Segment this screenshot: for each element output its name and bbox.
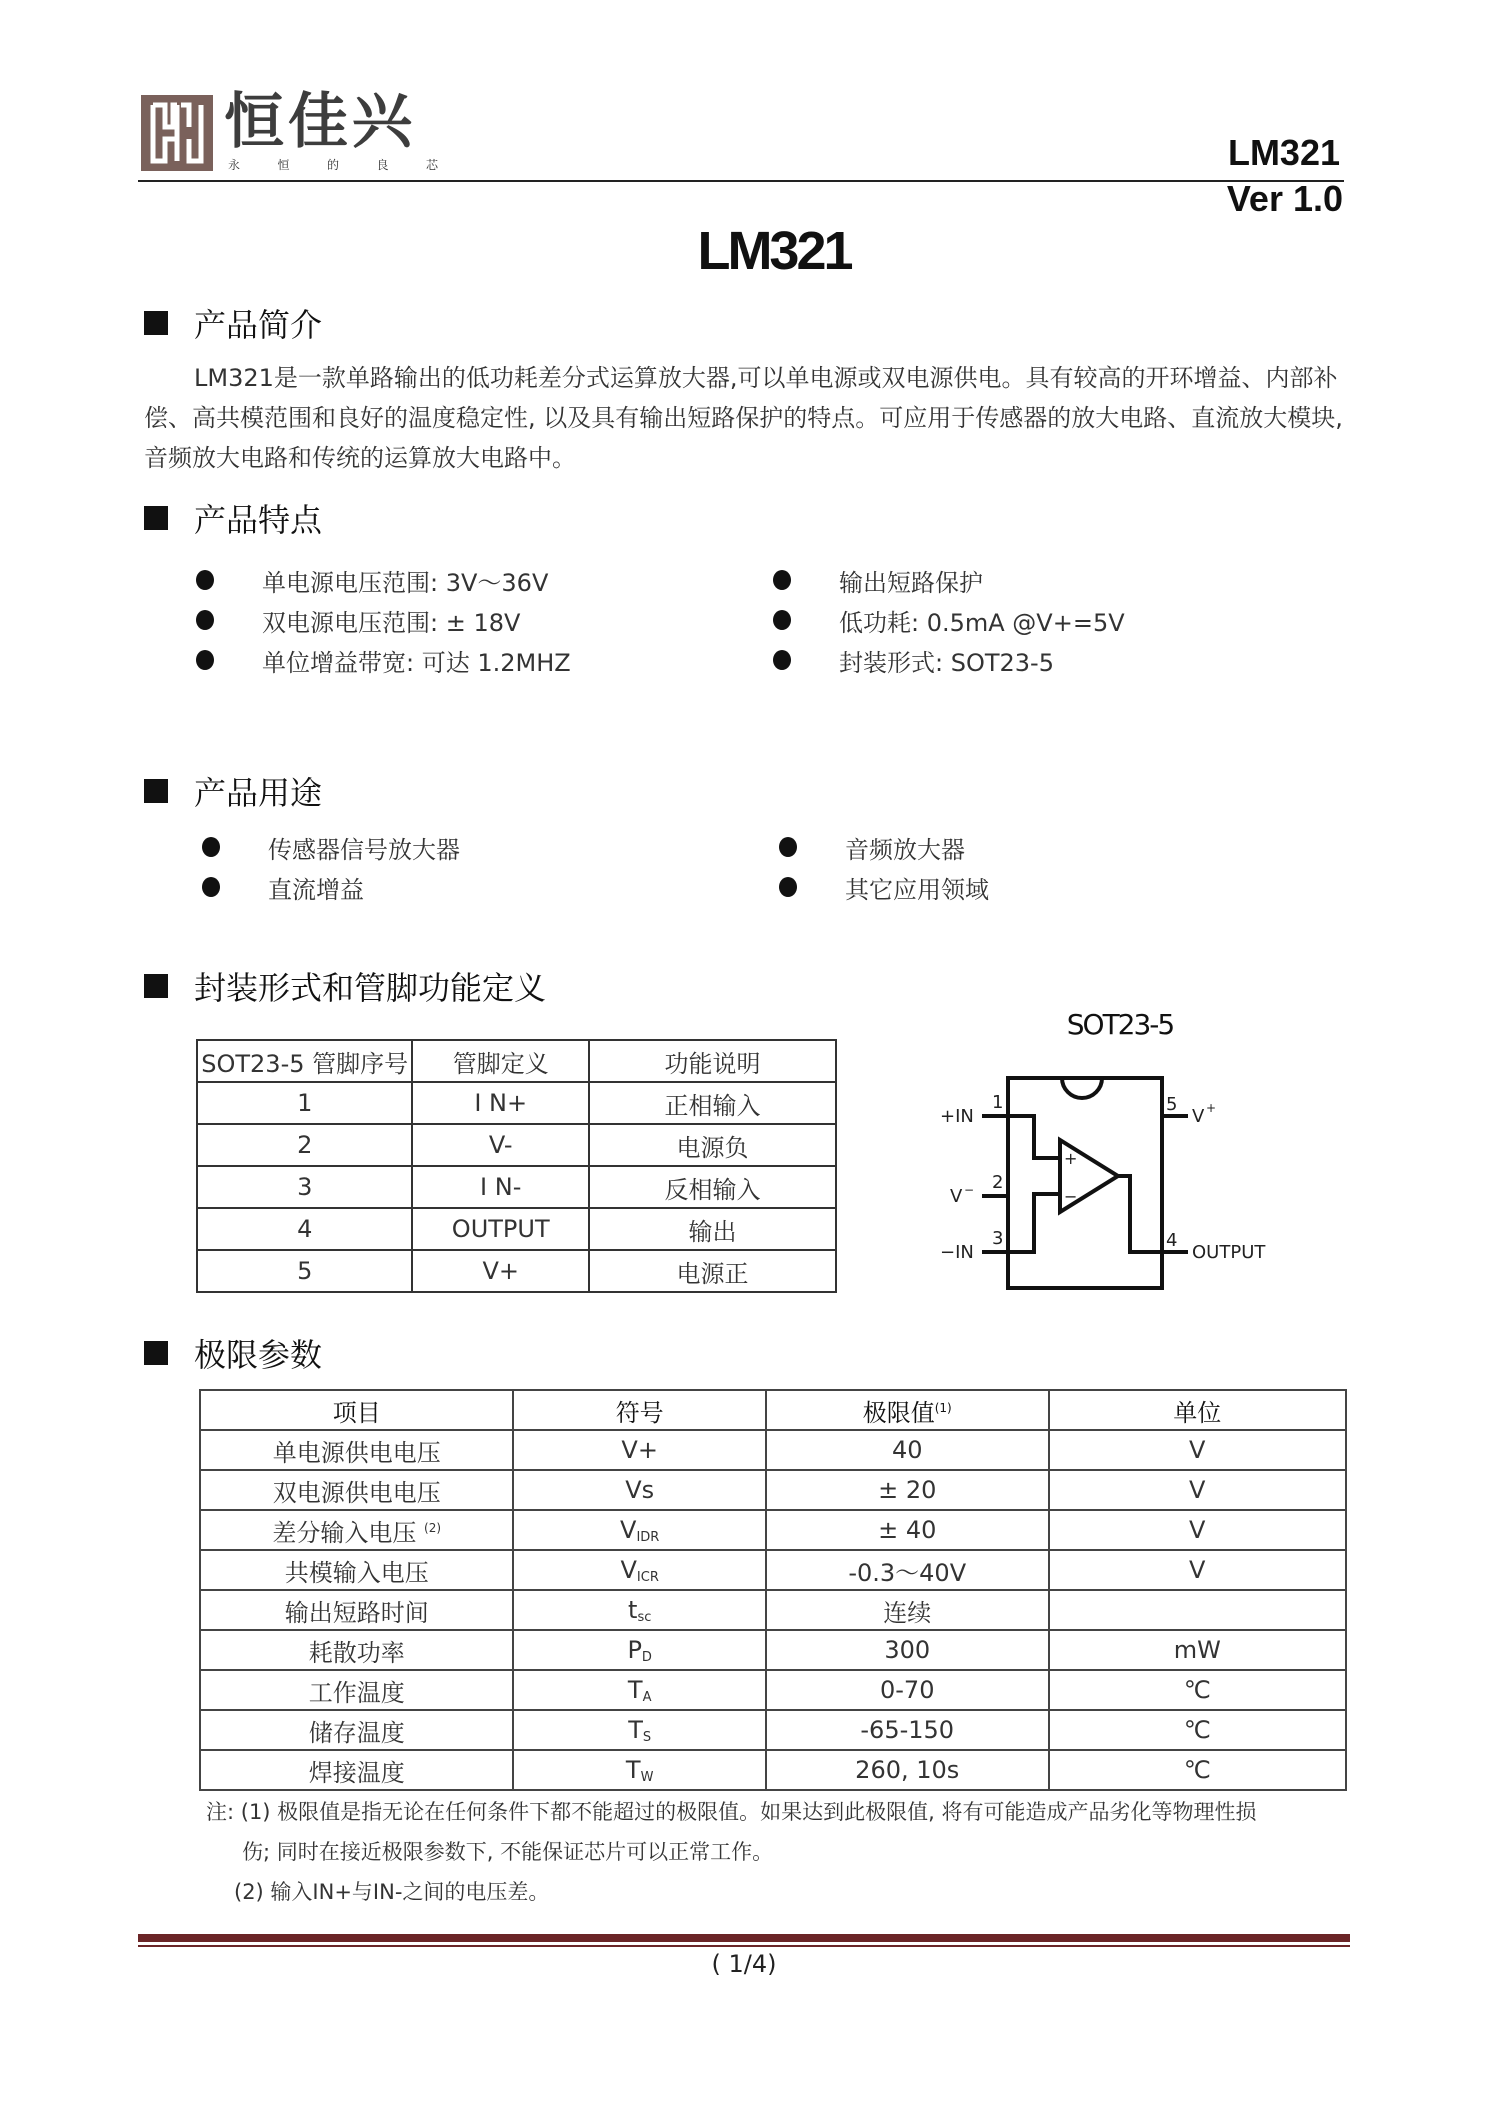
item-cell: 工作温度 [200,1670,513,1710]
feature-text: 双电源电压范围: ± 18V [262,608,521,637]
value-cell: ± 20 [766,1470,1049,1510]
svg-text:−IN: −IN [940,1242,974,1263]
list-item [773,600,1125,640]
unit-cell: ℃ [1049,1750,1347,1790]
symbol-cell: V+ [513,1430,766,1470]
pin-function: 电源负 [589,1124,836,1166]
table-row [200,1470,1346,1510]
table-header-row [197,1040,836,1082]
table-row [200,1510,1346,1550]
item-cell: 单电源供电电压 [200,1430,513,1470]
section-title: 产品用途 [194,774,323,812]
note-line: (2) 输入IN+与IN-之间的电压差。 [234,1880,550,1904]
unit-cell: mW [1049,1630,1347,1670]
logo-h-icon [141,95,213,171]
svg-text:+IN: +IN [940,1106,974,1127]
pin-number: 4 [197,1208,412,1250]
bullet-icon [196,610,214,630]
application-text: 其它应用领域 [845,875,989,904]
feature-text: 单位增益带宽: 可达 1.2MHZ [262,648,571,677]
unit-cell: V [1049,1430,1347,1470]
list-item [773,560,1125,600]
slogan-char: 良 [376,158,389,172]
unit-cell [1049,1590,1347,1630]
feature-text: 低功耗: 0.5mA @V+=5V [839,608,1125,637]
unit-cell: V [1049,1470,1347,1510]
item-cell: 焊接温度 [200,1750,513,1790]
pin-number: 1 [197,1082,412,1124]
bullet-icon [773,650,791,670]
value-cell: ± 40 [766,1510,1049,1550]
bullet-icon [202,837,220,857]
doc-version: Ver 1.0 [1226,178,1343,219]
pin-definition-table [196,1039,837,1293]
section-title: 产品简介 [194,306,323,344]
pin-function: 正相输入 [589,1082,836,1124]
pin-name: V+ [412,1250,589,1292]
unit-cell: ℃ [1049,1670,1347,1710]
pin-name: I N+ [412,1082,589,1124]
symbol-cell: Vs [513,1470,766,1510]
table-row [200,1550,1346,1590]
svg-text:OUTPUT: OUTPUT [1192,1242,1266,1263]
note-line: 伤; 同时在接近极限参数下, 不能保证芯片可以正常工作。 [242,1840,774,1864]
value-cell: 连续 [766,1590,1049,1630]
bullet-icon [196,650,214,670]
column-header: 项目 [200,1390,513,1430]
bullet-icon [196,570,214,590]
unit-cell: V [1049,1510,1347,1550]
table-row [200,1630,1346,1670]
svg-text:V: V [1192,1106,1205,1127]
section-heading-features [144,495,322,541]
symbol-cell: $T_W$ [513,1750,766,1790]
section-heading-applications [144,768,322,814]
logo-mark [141,95,213,171]
intro-text: LM321是一款单路输出的低功耗差分式运算放大器,可以单电源或双电源供电。具有较高的开环增益、内部补偿、高共模范围和良好的温度稳定性, 以及具有输出短路保护的特点。可应用于传感器的放大电路、直流放大模块, 音频放大电路和传统的运算放大电路中。 [144,364,1343,472]
list-item [196,560,571,600]
table-row [200,1710,1346,1750]
page-title: LM321 [697,221,851,281]
list-item [202,867,460,907]
square-bullet-icon [144,506,168,530]
svg-text:−: − [1064,1187,1078,1206]
applications-list-right [779,827,989,907]
diagram-title: SOT23-5 [1066,1008,1174,1041]
svg-text:+: + [1206,1101,1217,1115]
value-cell: 0-70 [766,1670,1049,1710]
pin-number: 5 [197,1250,412,1292]
header-divider [138,180,1344,182]
item-cell: 储存温度 [200,1710,513,1750]
application-text: 传感器信号放大器 [268,835,460,864]
value-cell: 260, 10s [766,1750,1049,1790]
feature-text: 封装形式: SOT23-5 [839,648,1054,677]
svg-text:−: − [964,1183,975,1197]
column-header: 功能说明 [589,1040,836,1082]
footer-divider [138,1934,1350,1942]
pin-function: 输出 [589,1208,836,1250]
pin-name: V- [412,1124,589,1166]
svg-text:5: 5 [1166,1094,1178,1115]
pin-function: 反相输入 [589,1166,836,1208]
svg-text:4: 4 [1166,1230,1178,1251]
section-heading-limits [144,1330,322,1376]
symbol-cell: $T_A$ [513,1670,766,1710]
table-row [197,1124,836,1166]
table-row [200,1430,1346,1470]
limits-notes [206,1792,1257,1912]
table-row [197,1082,836,1124]
item-cell: 差分输入电压 $^{(2)}$ [200,1510,513,1550]
bullet-icon [773,610,791,630]
feature-text: 单电源电压范围: 3V～36V [262,568,549,597]
section-title: 极限参数 [194,1336,323,1374]
pin-number: 2 [197,1124,412,1166]
sot23-5-pinout-diagram [930,1060,1290,1300]
bullet-icon [779,877,797,897]
slogan-char: 恒 [277,158,290,172]
slogan-char: 芯 [425,158,438,172]
brand-slogan [228,156,438,173]
brand-name: 恒佳兴 [224,87,416,157]
item-cell: 双电源供电电压 [200,1470,513,1510]
symbol-cell: $V_{IDR}$ [513,1510,766,1550]
pin-function: 电源正 [589,1250,836,1292]
column-header: 极限值$^{(1)}$ [766,1390,1049,1430]
value-cell: 40 [766,1430,1049,1470]
symbol-cell: $P_D$ [513,1630,766,1670]
features-list-left [196,560,571,680]
list-item [202,827,460,867]
section-title: 产品特点 [194,501,323,539]
column-header: 符号 [513,1390,766,1430]
unit-cell: V [1049,1550,1347,1590]
absolute-max-ratings-table [199,1389,1347,1791]
column-header: 管脚定义 [412,1040,589,1082]
feature-text: 输出短路保护 [839,568,983,597]
pin-name: I N- [412,1166,589,1208]
svg-text:3: 3 [992,1228,1004,1249]
bullet-icon [202,877,220,897]
list-item [196,600,571,640]
column-header: 单位 [1049,1390,1347,1430]
section-title: 封装形式和管脚功能定义 [194,969,547,1007]
pin-name: OUTPUT [412,1208,589,1250]
slogan-char: 永 [228,158,241,172]
svg-text:V: V [950,1186,963,1207]
column-header: SOT23-5 管脚序号 [197,1040,412,1082]
doc-model: LM321 [1227,132,1340,173]
square-bullet-icon [144,1341,168,1365]
note-line: 注: (1) 极限值是指无论在任何条件下都不能超过的极限值。如果达到此极限值, 将有可能造成产品劣化等物理性损 [206,1800,1257,1824]
svg-text:1: 1 [992,1092,1004,1113]
table-row [197,1166,836,1208]
table-row [197,1250,836,1292]
table-header-row [200,1390,1346,1430]
svg-text:2: 2 [992,1172,1004,1193]
value-cell: -65-150 [766,1710,1049,1750]
list-item [779,827,989,867]
symbol-cell: $t_{sc}$ [513,1590,766,1630]
table-row [200,1670,1346,1710]
item-cell: 共模输入电压 [200,1550,513,1590]
value-cell: 300 [766,1630,1049,1670]
application-text: 直流增益 [268,875,364,904]
value-cell: -0.3～40V [766,1550,1049,1590]
table-row [200,1590,1346,1630]
bullet-icon [779,837,797,857]
page-number: ( 1/4) [711,1950,777,1978]
intro-paragraph [144,358,1354,478]
list-item [779,867,989,907]
square-bullet-icon [144,311,168,335]
unit-cell: ℃ [1049,1710,1347,1750]
section-heading-package [144,963,546,1009]
square-bullet-icon [144,974,168,998]
features-list-right [773,560,1125,680]
list-item [196,640,571,680]
table-row [197,1208,836,1250]
item-cell: 输出短路时间 [200,1590,513,1630]
item-cell: 耗散功率 [200,1630,513,1670]
section-heading-intro [144,300,322,346]
bullet-icon [773,570,791,590]
square-bullet-icon [144,779,168,803]
list-item [773,640,1125,680]
application-text: 音频放大器 [845,835,965,864]
pin-number: 3 [197,1166,412,1208]
svg-text:+: + [1064,1149,1078,1168]
slogan-char: 的 [326,158,339,172]
applications-list-left [202,827,460,907]
symbol-cell: $V_{ICR}$ [513,1550,766,1590]
symbol-cell: $T_S$ [513,1710,766,1750]
footer-divider-thin [138,1945,1350,1947]
table-row [200,1750,1346,1790]
